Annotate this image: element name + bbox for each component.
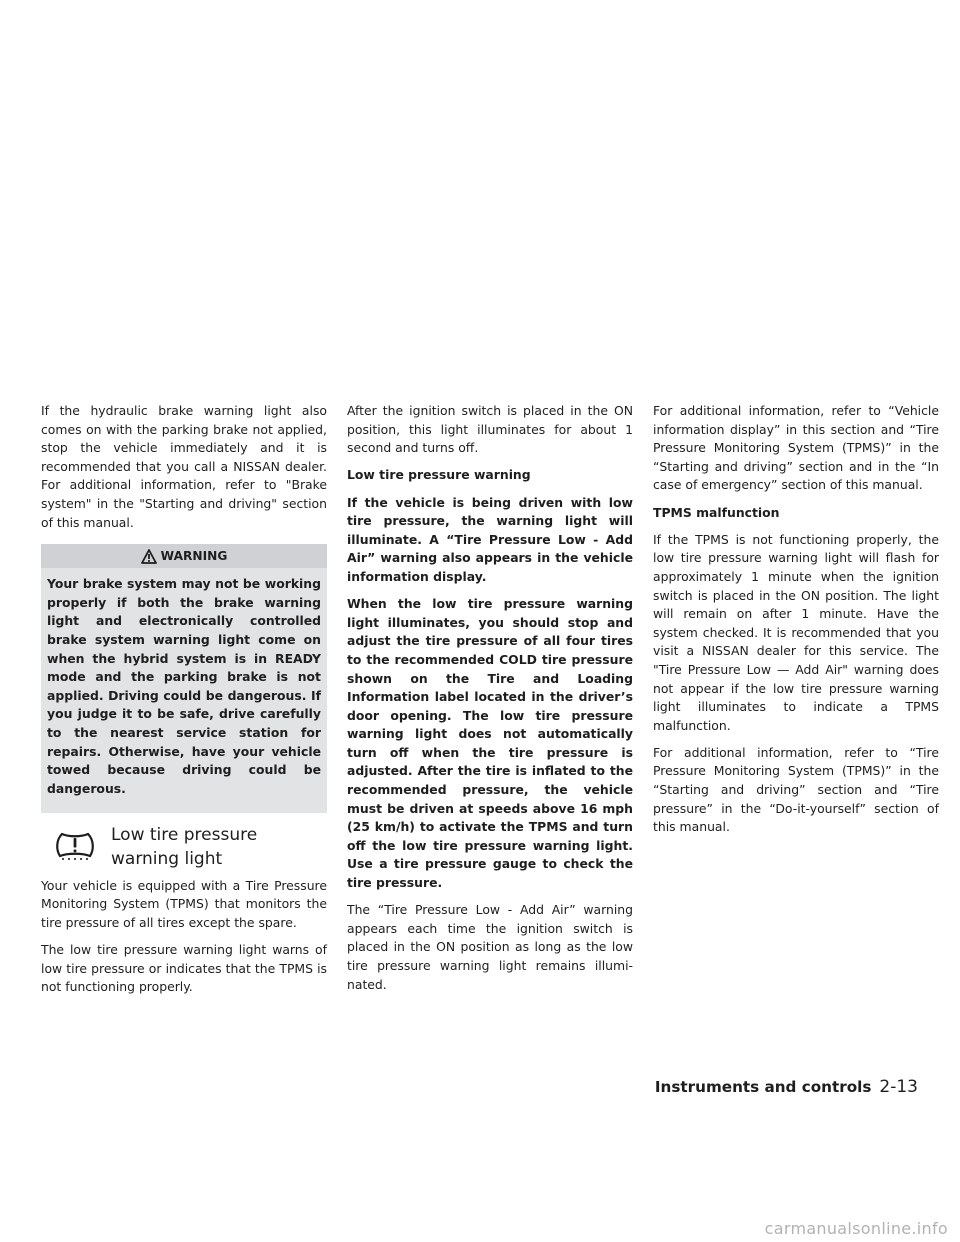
paragraph-warning-repeat: The “Tire Pressure Low - Add Air” warning appears each time the ignition switch is placed in the ON position as long as the low tire pressure warning light remains illuminated. xyxy=(347,902,633,992)
paragraph-tpms-malfunction: If the TPMS is not functioning properly, the low tire pressure warning light will flash for approximately 1 minute when the ignition switch is placed in the ON position. The light will remain on after 1 minute. Have the system checked. It is recommended that you visit a NISSAN dealer for this service. The "Tire Pressure Low — Add Air" warning does not appear if the low tire pressure warning light illuminates to indicate a TPMS malfunction. xyxy=(653,531,939,733)
column-left xyxy=(41,402,327,1006)
warning-title: WARNING xyxy=(160,548,228,563)
section-heading-row xyxy=(41,823,327,871)
subheading-tpms-malfunction: TPMS malfunction xyxy=(653,504,780,520)
column-right xyxy=(653,402,939,845)
warning-box xyxy=(41,544,327,813)
paragraph-ignition-check: After the ignition switch is placed in the ON position, this light illuminates for about 1 second and turns off. xyxy=(347,403,633,456)
footer-section-title: Instruments and controls xyxy=(654,1078,872,1096)
paragraph-brake-warning: If the hydraulic brake warning light also comes on with the parking brake not applied, stop the vehicle immediately and it is recommended that you call a NISSAN dealer. For additional information, refer to "Brake system" in the "Starting and driving" section of this manual. xyxy=(41,403,327,530)
subheading-low-pressure: Low tire pressure warning xyxy=(347,467,531,483)
warning-header xyxy=(41,544,327,568)
warning-triangle-icon xyxy=(141,549,157,564)
section-heading: Low tire pressure warning light xyxy=(111,824,258,869)
paragraph-low-pressure-driving: If the vehicle is being driven with low tire pressure, the warning light will illuminate. A “Tire Pressure Low - Add Air” warning also appears in the vehicle information display. xyxy=(347,494,633,584)
page-footer xyxy=(655,1077,918,1097)
paragraph-adjust-pressure: When the low tire pressure warning light illuminates, you should stop and adjust the tire pressure of all four tires to the recommended COLD tire pressure shown on the Tire and Loading Information label located in the driver’s door opening. The low tire pressure warning light does not automatically turn off when the tire pressure is adjusted. After the tire is inflated to the recommended pressure, the vehicle must be driven at speeds above 16 mph (25 km/h) to activate the TPMS and turn off the low tire pressure warning light. Use a tire pressure gauge to check the tire pressure. xyxy=(347,596,633,891)
paragraph-additional-info-2: For additional information, refer to “Tire Pressure Monitoring System (TPMS)” in the “Starting and driving” section and “Tire pressure” in the “Do-it-yourself” section of this manual. xyxy=(653,744,939,835)
tire-pressure-warning-icon xyxy=(53,831,97,861)
column-middle xyxy=(347,402,633,1003)
watermark: carmanualsonline.info xyxy=(764,1219,948,1238)
paragraph-tpms-intro: Your vehicle is equipped with a Tire Pressure Monitoring System (TPMS) that monitors the tire pressure of all tires except the spare. xyxy=(41,877,327,931)
paragraph-additional-info: For additional information, refer to “Vehicle information display” in this section and “Tire Pressure Monitoring System (TPMS)” in the “Starting and driving” section and in the “In case of emergency” section of this manual. xyxy=(653,403,939,493)
paragraph-tpms-purpose: The low tire pressure warning light warns of low tire pressure or indicates that the TPMS is not functioning properly. xyxy=(41,942,327,995)
warning-text: Your brake system may not be working properly if both the brake warning light and electronically controlled brake system warning light come on when the hybrid system is in READY mode and the parking brake is not applied. Driving could be dangerous. If you judge it to be safe, drive carefully to the nearest service station for repairs. Otherwise, have your vehicle towed because driving could be dangerous. xyxy=(47,576,321,796)
page-number: 2-13 xyxy=(879,1077,918,1097)
